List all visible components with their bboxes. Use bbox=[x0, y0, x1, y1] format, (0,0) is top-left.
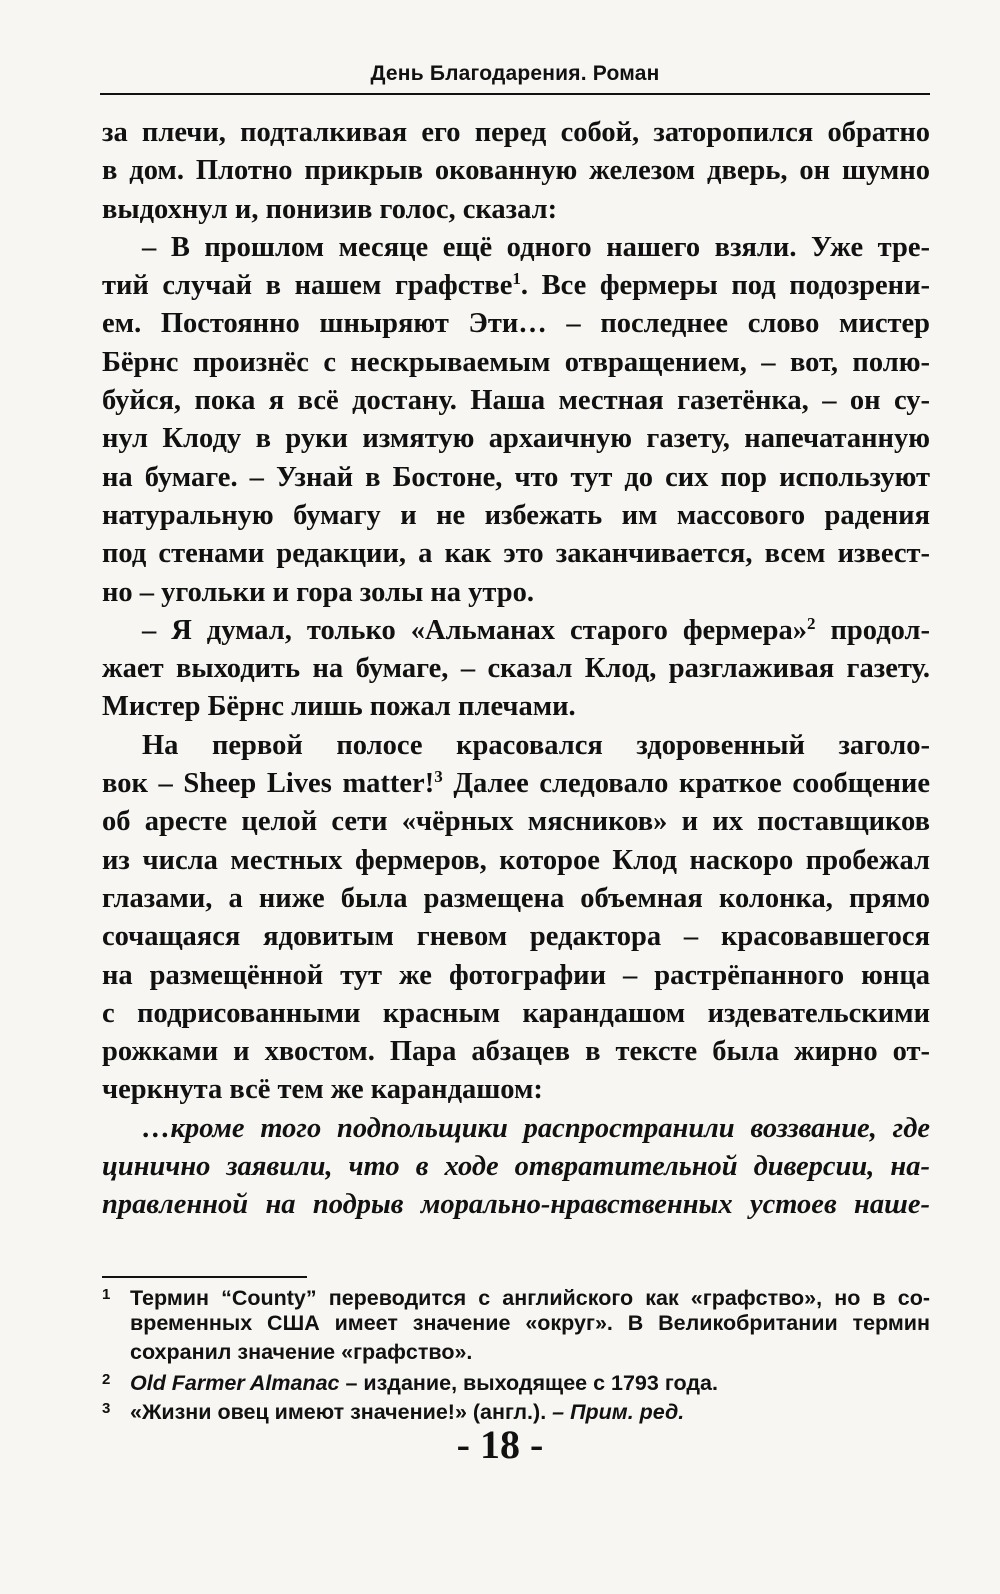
text-line: Мистер Бёрнс лишь пожал плечами. bbox=[102, 691, 576, 723]
text-line: натуральную бумагу и не избежать им массового радения bbox=[102, 499, 930, 531]
text-fragment: Далее следовало краткое сообщение bbox=[442, 768, 930, 800]
running-header: День Благодарения. Роман bbox=[370, 62, 660, 85]
footnote-3 bbox=[102, 1395, 930, 1423]
footnote-text: «Жизни овец имеют значение!» (англ.). bbox=[130, 1399, 553, 1424]
text-line: на размещённой тут же фотографии – растрёпанного юнца bbox=[102, 959, 930, 991]
text-line: – В прошлом месяце ещё одного нашего взяли. Уже тре- bbox=[142, 231, 930, 263]
header-rule bbox=[100, 93, 930, 95]
text-line: из числа местных фермеров, которое Клод наскоро пробежал bbox=[102, 844, 930, 876]
footnote-note: – Прим. ред. bbox=[552, 1399, 685, 1424]
text-line: под стенами редакции, а как это заканчивается, всем извест- bbox=[102, 538, 930, 570]
text-line: На первой полосе красовался здоровенный заголо- bbox=[142, 729, 930, 761]
page-number: - 18 - bbox=[456, 1422, 544, 1467]
text-line: ем. Постоянно шныряют Эти… – последнее слово мистер bbox=[102, 308, 930, 340]
footnote-2 bbox=[102, 1366, 930, 1394]
footnote-text: Термин “County” переводится с английского как «графство», но в со- bbox=[130, 1286, 930, 1310]
footnote-rule bbox=[102, 1276, 307, 1278]
footnote-1-cont: временных США имеет значение «округ». В Великобритании термин bbox=[130, 1311, 930, 1336]
text-line: жает выходить на бумаге, – сказал Клод, разглаживая газету. bbox=[102, 653, 930, 685]
text-line: Бёрнс произнёс с нескрываемым отвращением, – вот, полю- bbox=[102, 346, 930, 378]
text-line: черкнута всё тем же карандашом: bbox=[102, 1074, 543, 1106]
text-line: на бумаге. – Узнай в Бостоне, что тут до сих пор используют bbox=[102, 461, 930, 493]
footnote-1-cont: сохранил значение «графство». bbox=[130, 1339, 473, 1364]
text-line: правленной на подрыв морально-нравственных устоев наше- bbox=[102, 1189, 930, 1221]
text-line: …кроме того подпольщики распространили воззвание, где bbox=[142, 1112, 930, 1144]
text-line bbox=[102, 612, 930, 650]
text-line bbox=[102, 765, 930, 803]
text-line: выдохнул и, понизив голос, сказал: bbox=[102, 193, 558, 225]
footnotes bbox=[102, 1281, 930, 1423]
text-fragment: . Все фермеры под подозрени- bbox=[520, 270, 930, 302]
footnote-ref-1[interactable]: 1 bbox=[512, 269, 521, 289]
text-line: рожками и хвостом. Пара абзацев в тексте была жирно от- bbox=[102, 1036, 930, 1068]
text-line: в дом. Плотно прикрыв окованную железом дверь, он шумно bbox=[102, 155, 930, 187]
text-fragment: вок – Sheep Lives matter! bbox=[102, 768, 435, 800]
text-fragment: – Я думал, только «Альманах старого фермера» bbox=[142, 614, 808, 646]
footnote-title: Old Farmer Almanac bbox=[130, 1371, 340, 1396]
text-line bbox=[102, 267, 930, 305]
text-line: но – угольки и гора золы на утро. bbox=[102, 576, 534, 608]
footnote-number: 1 bbox=[102, 1286, 111, 1303]
footnote-ref-3[interactable]: 3 bbox=[434, 767, 443, 787]
text-line: глазами, а ниже была размещена объемная колонка, прямо bbox=[102, 882, 930, 914]
text-fragment: продол- bbox=[815, 614, 930, 646]
text-line: цинично заявили, что в ходе отвратительной диверсии, на- bbox=[102, 1151, 930, 1183]
text-line: об аресте целой сети «чёрных мясников» и их поставщиков bbox=[102, 806, 930, 838]
footnote-text: – издание, выходящее с 1793 года. bbox=[339, 1371, 718, 1396]
text-line: сочащаяся ядовитым гневом редактора – красовавшегося bbox=[102, 921, 930, 953]
text-line: с подрисованными красным карандашом издевательскими bbox=[102, 997, 930, 1029]
body-text bbox=[102, 114, 930, 1225]
text-line: буйся, пока я всё достану. Наша местная газетёнка, – он су- bbox=[102, 385, 930, 417]
footnote-ref-2[interactable]: 2 bbox=[807, 613, 816, 633]
text-line: за плечи, подталкивая его перед собой, заторопился обратно bbox=[102, 117, 930, 148]
footnote-1 bbox=[102, 1281, 930, 1309]
footnote-number: 2 bbox=[102, 1371, 111, 1389]
footnote-number: 3 bbox=[102, 1399, 111, 1417]
text-line: нул Клоду в руки измятую архаичную газету, напечатанную bbox=[102, 423, 930, 455]
text-fragment: тий случай в нашем графстве bbox=[102, 270, 513, 302]
